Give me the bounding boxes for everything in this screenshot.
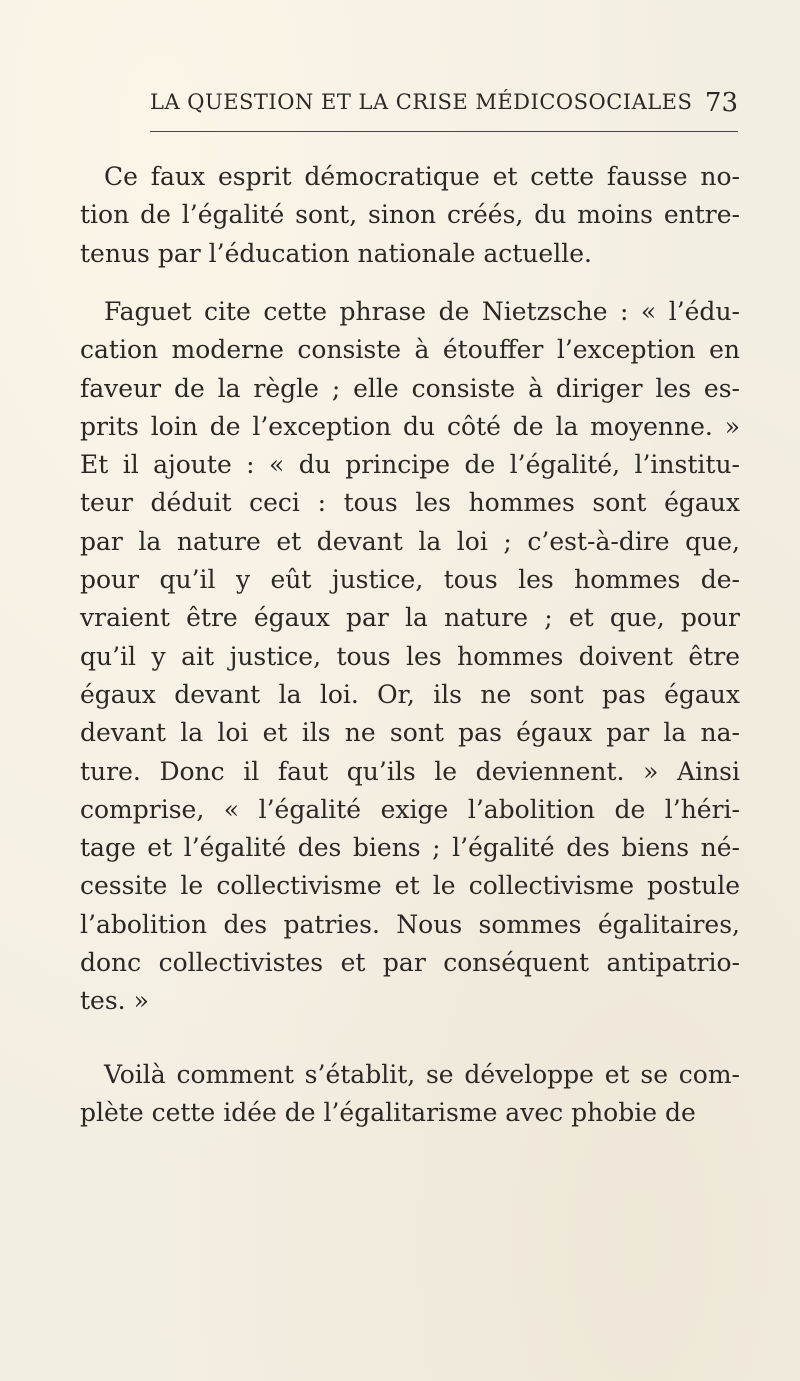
paragraph-1	[80, 158, 740, 273]
text-line: Ce faux esprit démocratique et cette fausse no-	[104, 162, 740, 191]
text-line: l’abolition des patries. Nous sommes égalitaires,	[80, 909, 740, 939]
text-line: cessite le collectivisme et le collectivisme postule	[80, 871, 740, 901]
page-number: 73	[704, 88, 738, 118]
text-line: Faguet cite cette phrase de Nietzsche : « l’édu-	[104, 297, 740, 326]
text-line: ture. Donc il faut qu’ils le deviennent. » Ainsi	[80, 756, 740, 786]
paragraph-2	[80, 293, 740, 1021]
text-line: par la nature et devant la loi ; c’est-à-dire que,	[80, 526, 740, 556]
text-line: Et il ajoute : « du principe de l’égalité, l’institu-	[80, 450, 740, 480]
text-line: cation moderne consiste à étouffer l’exception en	[80, 335, 740, 365]
running-title: LA QUESTION ET LA CRISE MÉDICOSOCIALES	[150, 90, 693, 114]
text-line: teur déduit ceci : tous les hommes sont égaux	[80, 488, 740, 518]
text-line: donc collectivistes et par conséquent antipatrio-	[80, 948, 740, 978]
text-line: tage et l’égalité des biens ; l’égalité des biens né-	[80, 833, 740, 863]
page-header	[150, 88, 740, 128]
text-line: vraient être égaux par la nature ; et que, pour	[80, 603, 740, 633]
text-line: faveur de la règle ; elle consiste à diriger les es-	[80, 373, 740, 403]
text-line: tes. »	[80, 986, 149, 1016]
text-line: plète cette idée de l’égalitarisme avec phobie de	[80, 1098, 696, 1128]
text-line: qu’il y ait justice, tous les hommes doivent être	[80, 641, 740, 671]
text-line: égaux devant la loi. Or, ils ne sont pas égaux	[80, 679, 740, 709]
text-line: tion de l’égalité sont, sinon créés, du moins entre-	[80, 200, 740, 230]
text-line: tenus par l’éducation nationale actuelle.	[80, 238, 592, 268]
text-line: prits loin de l’exception du côté de la moyenne. »	[80, 411, 740, 441]
header-rule	[150, 131, 738, 132]
paragraph-3	[80, 1056, 740, 1133]
text-line: comprise, « l’égalité exige l’abolition de l’héri-	[80, 794, 740, 824]
text-line: pour qu’il y eût justice, tous les hommes de-	[80, 565, 740, 595]
text-line: Voilà comment s’établit, se développe et se com-	[104, 1060, 740, 1089]
text-line: devant la loi et ils ne sont pas égaux par la na-	[80, 718, 740, 748]
